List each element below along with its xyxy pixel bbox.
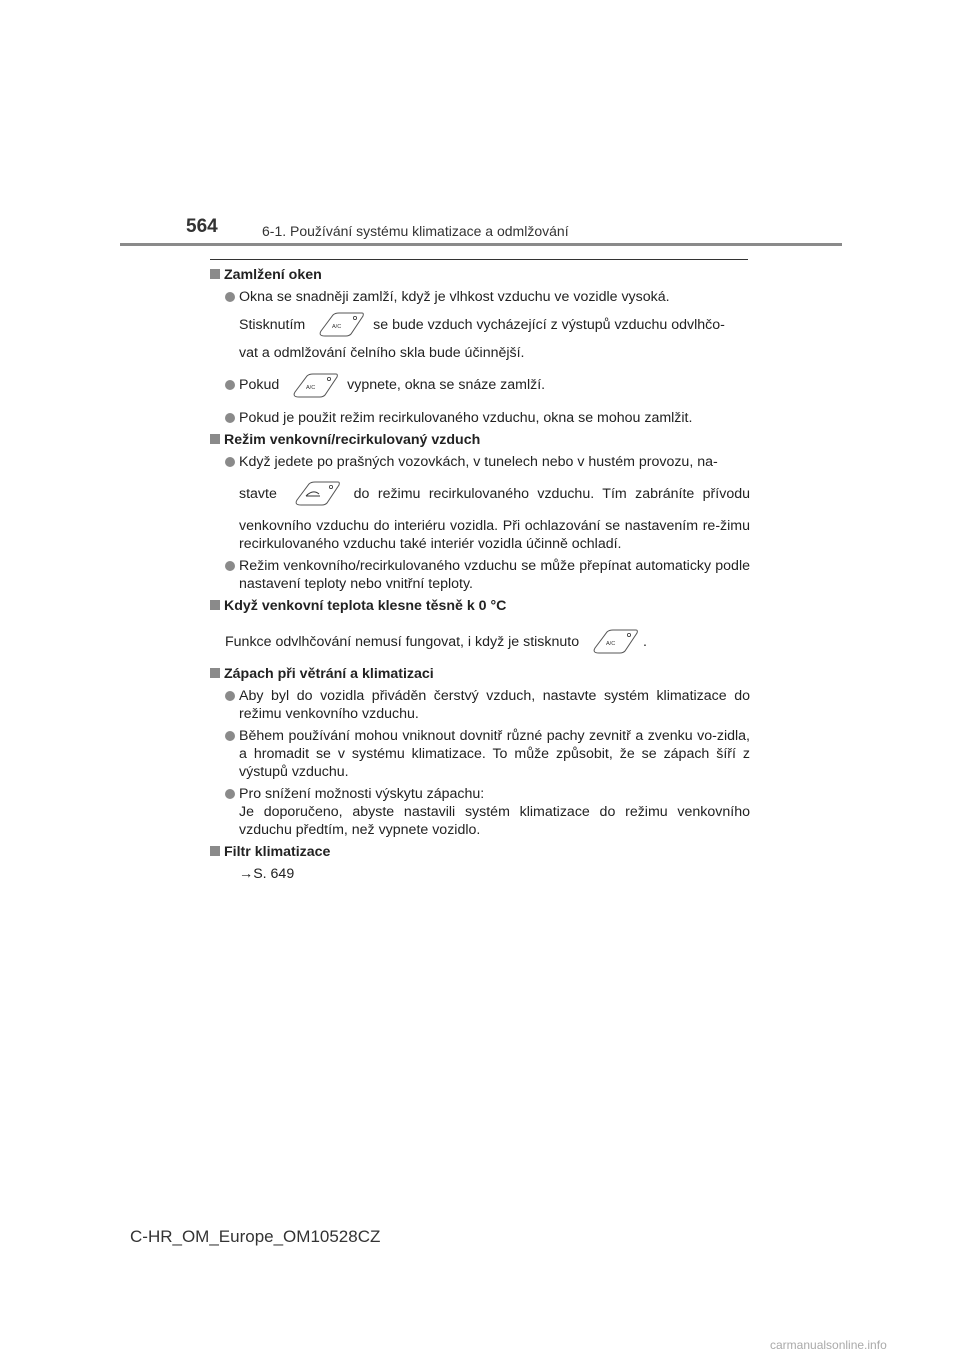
list-item: Během používání mohou vniknout dovnitř různé pachy zevnitř a zvenku vo-zidla, a hromadit se v systému klimatizace. To může způsobit, že se zápach šíří z výstupů vzduchu. [210, 727, 750, 781]
text-line-with-icon: Stisknutím A/C se bude vzduch vycházející z výstupů vzduchu odvlhčo- [239, 312, 750, 338]
svg-text:A/C: A/C [306, 384, 316, 391]
list-item: Když jedete po prašných vozovkách, v tunelech nebo v hustém provozu, na- stavte do režimu recirkulovaného vzduchu. Tím zabráníte přívodu venkovního vzduchu do interiéru vozidla. Při ochlazování se nastavením re-žimu recirkulovaného vzduchu také interiér vozidla účinně ochladí. [210, 453, 750, 553]
square-bullet-icon [210, 434, 220, 444]
section-divider [210, 259, 748, 260]
header-divider [120, 243, 842, 246]
circle-bullet-icon [225, 691, 235, 701]
circle-bullet-icon [225, 457, 235, 467]
circle-bullet-icon [225, 292, 235, 302]
list-item: Pokud A/C vypnete, okna se snáze zamlží. [210, 372, 750, 398]
square-bullet-icon [210, 269, 220, 279]
circle-bullet-icon [225, 789, 235, 799]
paragraph: Funkce odvlhčování nemusí fungovat, i když je stisknuto A/C . [210, 629, 750, 655]
watermark: carmanualsonline.info [770, 1338, 887, 1352]
list-item: Okna se snadněji zamlží, když je vlhkost vzduchu ve vozidle vysoká. Stisknutím A/C se bude vzduch vycházející z výstupů vzduchu odvlhčo- vat a odmlžování čelního skla bude účinnější. [210, 288, 750, 362]
page-number: 564 [186, 216, 218, 237]
section-heading-fogging: Zamlžení oken [210, 266, 750, 284]
circle-bullet-icon [225, 561, 235, 571]
svg-text:A/C: A/C [332, 324, 342, 331]
list-item: Aby byl do vozidla přiváděn čerstvý vzduch, nastavte systém klimatizace do režimu venkovního vzduchu. [210, 687, 750, 723]
page-reference-link[interactable]: →S. 649 [239, 866, 295, 882]
square-bullet-icon [210, 846, 220, 856]
list-item: Pro snížení možnosti výskytu zápachu: Je doporučeno, abyste nastavili systém klimatizace do režimu venkovního vzduchu předtím, než vypnete vozidlo. [210, 785, 750, 839]
section-heading-filter: Filtr klimatizace [210, 843, 750, 861]
section-heading-low-temp: Když venkovní teplota klesne těsně k 0 °C [210, 597, 750, 615]
text-line-with-icon: stavte do režimu recirkulovaného vzduchu. Tím zabráníte přívodu [239, 481, 750, 507]
ac-button-icon [587, 629, 639, 655]
square-bullet-icon [210, 668, 220, 678]
circle-bullet-icon [225, 413, 235, 423]
ac-button-icon [287, 373, 339, 399]
ac-button-icon [313, 312, 365, 338]
circle-bullet-icon [225, 380, 235, 390]
document-code: C-HR_OM_Europe_OM10528CZ [130, 1227, 381, 1246]
chapter-title: 6-1. Používání systému klimatizace a odmlžování [262, 223, 569, 239]
svg-text:A/C: A/C [606, 641, 616, 647]
recirculation-button-icon [289, 481, 341, 507]
section-heading-air-mode: Režim venkovní/recirkulovaný vzduch [210, 431, 750, 449]
circle-bullet-icon [225, 731, 235, 741]
square-bullet-icon [210, 600, 220, 610]
page-content [210, 266, 750, 887]
section-heading-odor: Zápach při větrání a klimatizaci [210, 665, 750, 683]
list-item: Pokud je použit režim recirkulovaného vzduchu, okna se mohou zamlžit. [210, 409, 750, 427]
list-item: Režim venkovního/recirkulovaného vzduchu se může přepínat automaticky podle nastavení teploty nebo vnitřní teploty. [210, 557, 750, 593]
